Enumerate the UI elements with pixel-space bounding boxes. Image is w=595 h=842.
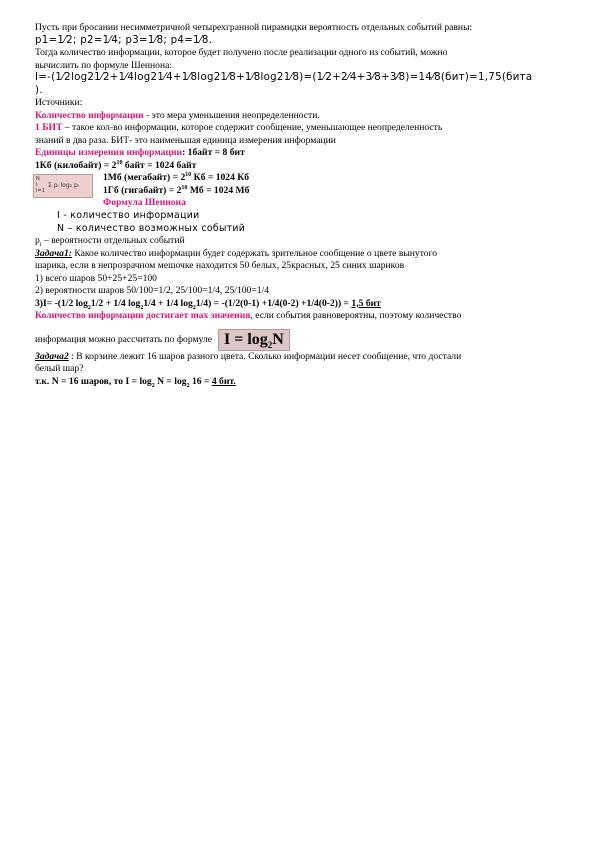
task1-label: Задача1: bbox=[35, 247, 72, 259]
definition-info bbox=[35, 110, 575, 123]
hartley-formula: $I = \log_2N$ bbox=[218, 329, 290, 351]
units-byte: : 1байт = 8 бит bbox=[182, 147, 245, 158]
shannon-calculation: I=-(1⁄2log21⁄2+1⁄4log21⁄4+1⁄8log21⁄8+1⁄8log21⁄8)=(1⁄2+2⁄4+3⁄8+3⁄8)=14⁄8(бит)=1,75(бита bbox=[35, 72, 533, 83]
probabilities: p1=1⁄2; p2=1⁄4; p3=1⁄8; p4=1⁄8. bbox=[35, 34, 213, 46]
units-line bbox=[35, 147, 575, 160]
term-max-value: Количество информации достигает max значения bbox=[35, 310, 251, 321]
task1-cont: шарика, если в непрозрачном мешочке находится 50 белых, 25красных, 25 синих шариков bbox=[35, 260, 405, 271]
task2-line: Задача2 : В корзине лежит 16 шаров разного цвета. Сколько информации несет сообщение, что достали bbox=[35, 350, 462, 362]
definition-bit-text: – такое кол-во информации, которое содержит сообщение, уменьшающее неопределенность bbox=[62, 122, 443, 133]
legend-i: I - количество информации bbox=[57, 210, 200, 221]
definition-info-text: - это мера уменьшения неопределенности. bbox=[143, 109, 320, 121]
task1-step1: 1) всего шаров 50+25+25=100 bbox=[35, 272, 157, 284]
document-page bbox=[35, 22, 575, 388]
intro-text: Пусть при бросании несимметричной четырехгранной пирамидки вероятность отдельных событий равны: bbox=[35, 22, 473, 33]
units-with-formula bbox=[35, 172, 575, 210]
shannon-text: вычислить по формуле Шеннона: bbox=[35, 59, 173, 71]
task1-step3: 3)I= -(1/2 $\log_21/2 + 1/4$ $\log_21/4 + 1/4$ $\log_21/4) = -(1/2(0-1) +1/4(0-2) +1/4(0-2)) = 1,5$ бит bbox=[35, 297, 381, 311]
shannon-formula-image: N I i=1 Σ pᵢ log₂ pᵢ bbox=[33, 174, 93, 198]
term-bit: 1 БИТ bbox=[35, 122, 63, 133]
max-value-line: Количество информации достигает max значения, если события равновероятны, поэтому количество bbox=[35, 310, 462, 321]
unit-kb: 1Кб (килобайт) = $2^{10}$ байт = 1024 байт bbox=[35, 159, 197, 171]
task1-step2: 2) вероятности шаров 50/100=1/2, 25/100=1/4, 25/100=1/4 bbox=[35, 285, 270, 296]
then-text: Тогда количество информации, которое будет получено после реализации одного из событий, можно bbox=[35, 47, 448, 58]
task1-answer: 1,5 бит bbox=[351, 297, 381, 309]
shannon-formula-title: Формула Шеннона bbox=[103, 197, 186, 208]
legend-n: N – количество возможных событий bbox=[57, 222, 246, 234]
task2-solution: т.к. N = 16 шаров, то $I = \log_2 N = \log_2 16 = 4$ бит. bbox=[35, 375, 236, 389]
task2-label: Задача2 bbox=[35, 350, 69, 362]
unit-mb: 1Мб (мегабайт) = $2^{10}$ Кб = 1024 Кб bbox=[103, 171, 250, 183]
task1-line: Задача1: Какое количество информации будет содержать зрительное сообщение о цвете вынутого bbox=[35, 247, 438, 259]
shannon-calculation-end: ). bbox=[35, 84, 43, 96]
task2-cont: белый шар? bbox=[35, 363, 84, 374]
term-info-quantity: Количество информации bbox=[35, 109, 144, 121]
unit-gb: 1Гб (гигабайт) = $2^{10}$ Мб = 1024 Мб bbox=[103, 184, 250, 196]
term-units: Единицы измерения информации bbox=[35, 147, 183, 158]
legend-p: $p_i$ – вероятности отдельных событий bbox=[35, 235, 185, 248]
hartley-line: информация можно рассчитать по формуле $I = \log_2N$ bbox=[35, 329, 575, 351]
definition-bit-cont: знаний в два раза. БИТ- это наименьшая единица измерения информации bbox=[35, 134, 336, 146]
definition-bit bbox=[35, 122, 575, 135]
task2-answer: 4 бит. bbox=[211, 375, 236, 387]
sources-heading: Источники: bbox=[35, 97, 83, 108]
